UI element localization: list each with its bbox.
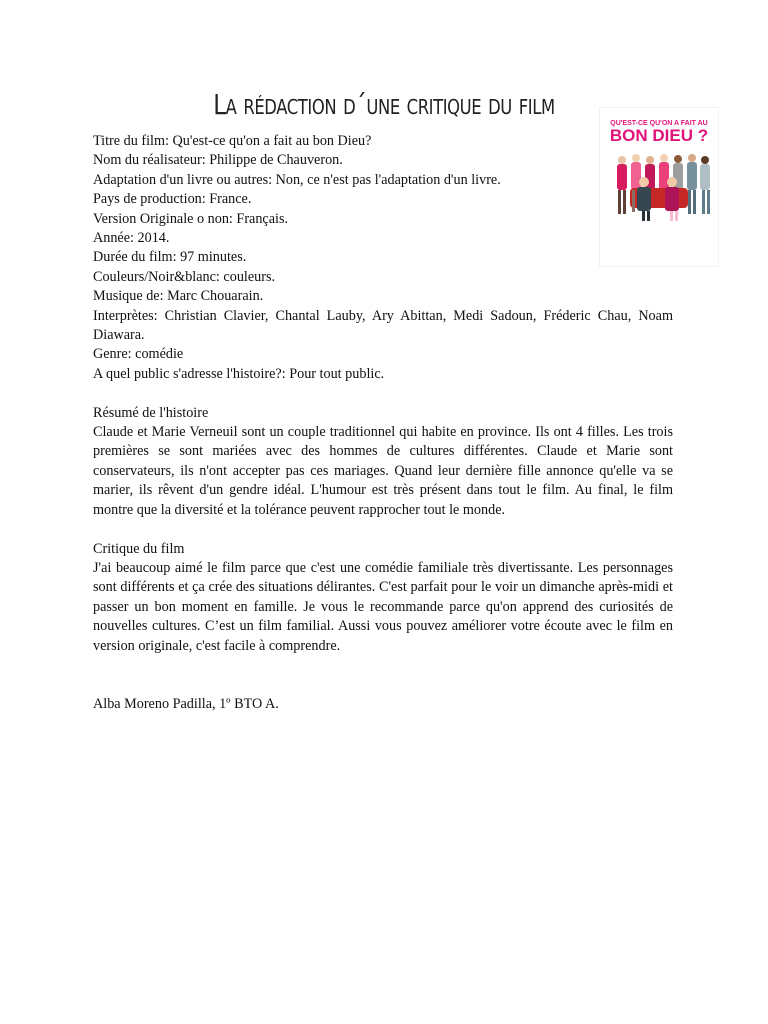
info-title: Titre du film: Qu'est-ce qu'on a fait au bon Dieu? xyxy=(93,133,372,149)
info-country: Pays de production: France. xyxy=(93,191,252,208)
summary-heading: Résumé de l'histoire xyxy=(93,404,209,421)
summary-text: Claude et Marie Verneuil sont un couple traditionnel qui habite en province. Ils ont 4 filles. Les trois premières se sont mariées avec des hommes de cultures différentes. Claude et Marie sont conservateurs, ils n'ont accepter pas ces mariages. Quand leur dernière fille annonce qu'elle va se marier, ils rêvent d'un gendre idéal. L'humour est très présent dans tout le film. Au final, le film montre que la diversité et la tolérance peuvent rapprocher tout le monde. xyxy=(93,424,673,518)
info-version: Version Originale o non: Français. xyxy=(93,210,289,227)
poster-logo-line2: BON DIEU ? xyxy=(609,126,709,145)
critique-heading: Critique du film xyxy=(93,540,185,557)
film-info-list xyxy=(93,132,673,384)
summary-section xyxy=(93,404,673,520)
review-content xyxy=(93,132,673,728)
info-genre: Genre: comédie xyxy=(93,346,184,363)
critique-text: J'ai beaucoup aimé le film parce que c'est une comédie familiale très divertissante. Les personnages sont différents et ça crée des situations délirantes. C'est parfait pour le voir un dimanche après-midi et passer un bon moment en famille. Je vous le recommande parce qu'on apprend des curiosités de nouvelles cultures. C’est un film familial. Aussi vous pouvez améliorer votre écoute avec le film en version originale, c'est facile à comprendre. xyxy=(93,559,673,654)
info-duration: Durée du film: 97 minutes. xyxy=(93,249,247,266)
info-music: Musique de: Marc Chouarain. xyxy=(93,288,264,305)
author-signature: Alba Moreno Padilla, 1º BTO A. xyxy=(93,695,279,712)
info-audience: A quel public s'adresse l'histoire?: Pour tout public. xyxy=(93,365,385,382)
critique-section xyxy=(93,540,673,656)
info-director: Nom du réalisateur: Philippe de Chauveron. xyxy=(93,152,343,169)
poster-logo-line1: QU'EST-CE QU'ON A FAIT AU xyxy=(610,120,708,127)
info-adaptation: Adaptation d'un livre ou autres: Non, ce n'est pas l'adaptation d'un livre. xyxy=(93,171,501,188)
info-year: Année: 2014. xyxy=(93,230,170,247)
page-title: La rédaction d´une critique du film xyxy=(213,88,555,121)
info-cast: Interprètes: Christian Clavier, Chantal Lauby, Ary Abittan, Medi Sadoun, Fréderic Chau, Noam Diawara. xyxy=(93,307,673,344)
info-colour: Couleurs/Noir&blanc: couleurs. xyxy=(93,268,276,285)
